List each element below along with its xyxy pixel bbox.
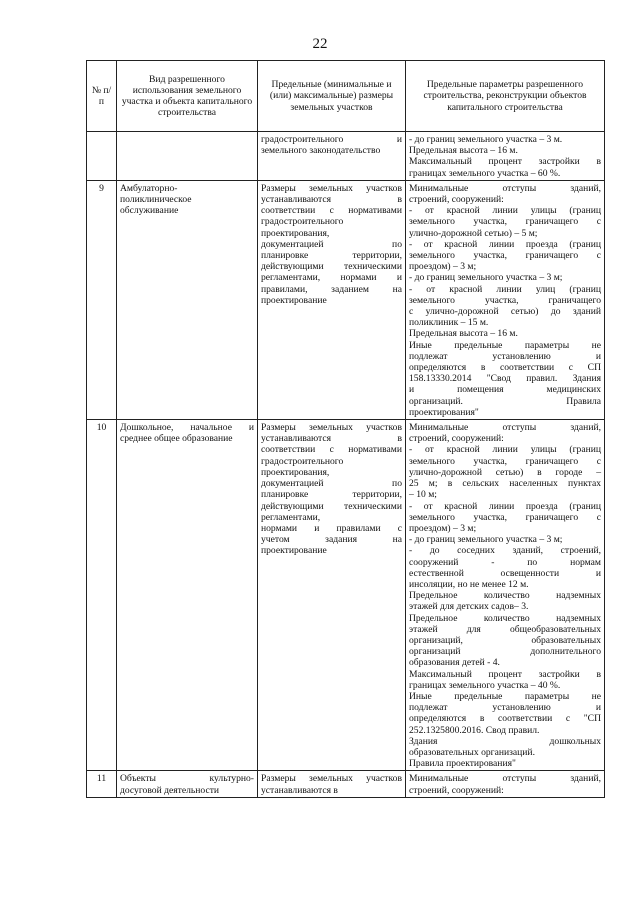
text-line: устанавливаются в: [261, 433, 402, 445]
row-number: 9: [87, 180, 117, 419]
text-line: действующими техническими: [261, 261, 402, 273]
text-line: Иные предельные параметры не: [409, 339, 601, 351]
text-line: Максимальный процент застройки в: [409, 668, 601, 680]
text-line: - до границ земельного участка – 3 м.: [409, 134, 563, 145]
cell-size: [258, 771, 406, 797]
text-line: земельного участка, граничащего с: [409, 511, 601, 523]
text-line: границах земельного участка – 60 %.: [409, 167, 561, 179]
text-line: досуговой деятельности: [120, 784, 220, 796]
text-line: - от красной линии улицы (границ: [409, 444, 601, 456]
text-line: - от красной линии улицы (границ: [409, 205, 601, 217]
text-line: 252.1325800.2016. Свод правил.: [409, 724, 540, 736]
text-line: устанавливаются в: [261, 784, 338, 796]
text-line: Объекты культурно-: [120, 773, 254, 785]
text-line: проездом) – 3 м;: [409, 261, 477, 273]
text-line: подлежат установлению и: [409, 702, 601, 714]
text-line: сооружений - по нормам: [409, 556, 601, 568]
text-line: проектирования": [409, 406, 479, 418]
text-line: документацией по: [261, 478, 402, 490]
cell-use: [117, 771, 258, 797]
header-size: Предельные (минимальные и (или) максимальные) размеры земельных участков: [258, 61, 406, 132]
text-line: поликлиническое: [120, 194, 192, 206]
text-line: этажей для общеобразовательных: [409, 623, 601, 635]
text-line: образования детей - 4.: [409, 657, 500, 669]
text-line: Предельная высота – 16 м.: [409, 145, 518, 157]
text-line: улично-дорожной сетью) – 5 м;: [409, 227, 538, 239]
text-line: строений, сооружений:: [409, 194, 504, 206]
table-row: [87, 771, 605, 797]
text-line: Иные предельные параметры не: [409, 690, 601, 702]
cell-use: [117, 132, 258, 181]
header-use: Вид разрешенного использования земельного участка и объекта капитального строительства: [117, 61, 258, 132]
text-line: земельного участка, граничащего: [409, 294, 601, 306]
table-row: [87, 132, 605, 181]
cell-params: [406, 180, 605, 419]
text-line: - до границ земельного участка – 3 м;: [409, 534, 563, 546]
text-line: документацией по: [261, 238, 402, 250]
text-line: Минимальные отступы зданий,: [409, 422, 601, 434]
text-line: 25 м; в сельских населенных пунктах: [409, 478, 601, 490]
text-line: и помещения медицинских: [409, 384, 601, 396]
text-line: Минимальные отступы зданий,: [409, 773, 601, 785]
text-line: определяются в соответствии с СП: [409, 362, 601, 374]
cell-params: [406, 420, 605, 771]
text-line: Предельная высота – 16 м.: [409, 328, 518, 340]
text-line: проектирования,: [261, 466, 330, 478]
text-line: - до границ земельного участка – 3 м;: [409, 272, 563, 284]
cell-use: [117, 420, 258, 771]
row-number: 11: [87, 771, 117, 797]
text-line: проектирование: [261, 545, 327, 557]
table-row: [87, 180, 605, 419]
text-line: соответствии с нормативами: [261, 205, 402, 217]
text-line: Размеры земельных участков: [261, 182, 402, 194]
text-line: среднее общее образование: [120, 433, 233, 445]
text-line: правилами, заданием на: [261, 283, 402, 295]
text-line: градостроительного и: [261, 134, 402, 145]
table-row: [87, 420, 605, 771]
text-line: 158.13330.2014 "Свод правил. Здания: [409, 373, 601, 385]
text-line: организаций дополнительного: [409, 646, 601, 658]
text-line: - от красной линии улиц (границ: [409, 283, 601, 295]
text-line: – 10 м;: [409, 489, 437, 501]
text-line: строений, сооружений:: [409, 784, 504, 796]
text-line: соответствии с нормативами: [261, 444, 402, 456]
text-line: земельного законодательство: [261, 145, 381, 157]
text-line: подлежат установлению и: [409, 350, 601, 362]
text-line: земельного участка, граничащего с: [409, 216, 601, 228]
text-line: Амбулаторно-: [120, 182, 178, 194]
header-num: № п/п: [87, 61, 117, 132]
text-line: Правила проектирования": [409, 758, 516, 770]
text-line: земельного участка, граничащего с: [409, 455, 601, 467]
text-line: проездом) – 3 м;: [409, 522, 477, 534]
text-line: естественной освещенности и: [409, 567, 601, 579]
cell-size: [258, 420, 406, 771]
text-line: учетом задания на: [261, 534, 402, 546]
text-line: планировке территории,: [261, 489, 402, 501]
text-line: образовательных организаций.: [409, 746, 535, 758]
text-line: - до соседних зданий, строений,: [409, 545, 601, 557]
cell-size: [258, 180, 406, 419]
text-line: Здания дошкольных: [409, 735, 601, 747]
text-line: Предельное количество надземных: [409, 590, 601, 602]
text-line: Максимальный процент застройки в: [409, 156, 601, 168]
header-params: Предельные параметры разрешенного строительства, реконструкции объектов капитального строительства: [406, 61, 605, 132]
text-line: поликлиник – 15 м.: [409, 317, 489, 329]
text-line: этажей для детских садов– 3.: [409, 601, 529, 613]
text-line: с улично-дорожной сетью) до зданий: [409, 306, 601, 318]
text-line: обслуживание: [120, 205, 179, 217]
text-line: действующими техническими: [261, 500, 402, 512]
text-line: - от красной линии проезда (границ: [409, 238, 601, 250]
text-line: градостроительного: [261, 455, 344, 467]
cell-params: [406, 771, 605, 797]
cell-params: [406, 132, 605, 181]
page-number: 22: [312, 36, 328, 52]
text-line: инсоляции, но не менее 12 м.: [409, 578, 529, 590]
text-line: улично-дорожной сетью) в городе –: [409, 466, 601, 478]
text-line: Минимальные отступы зданий,: [409, 182, 601, 194]
regulations-table: [86, 60, 605, 798]
text-line: Размеры земельных участков: [261, 422, 402, 434]
row-number: 10: [87, 420, 117, 771]
row-number: [87, 132, 117, 181]
text-line: планировке территории,: [261, 250, 402, 262]
text-line: определяются в соответствии с "СП: [409, 713, 601, 725]
text-line: проектирования,: [261, 227, 330, 239]
text-line: организаций, образовательных: [409, 634, 601, 646]
text-line: земельного участка, граничащего с: [409, 250, 601, 262]
cell-size: [258, 132, 406, 181]
text-line: регламентами, нормами и: [261, 272, 402, 284]
text-line: строений, сооружений:: [409, 433, 504, 445]
text-line: - от красной линии проезда (границ: [409, 500, 601, 512]
text-line: регламентами,: [261, 511, 321, 523]
text-line: градостроительного: [261, 216, 344, 228]
text-line: Размеры земельных участков: [261, 773, 402, 785]
text-line: границах земельного участка – 40 %.: [409, 679, 561, 691]
text-line: Дошкольное, начальное и: [120, 422, 254, 434]
text-line: проектирование: [261, 294, 327, 306]
text-line: устанавливаются в: [261, 194, 402, 206]
text-line: нормами и правилами с: [261, 522, 402, 534]
cell-use: [117, 180, 258, 419]
text-line: Предельное количество надземных: [409, 612, 601, 624]
table-header-row: [87, 61, 605, 132]
text-line: организаций. Правила: [409, 395, 601, 407]
